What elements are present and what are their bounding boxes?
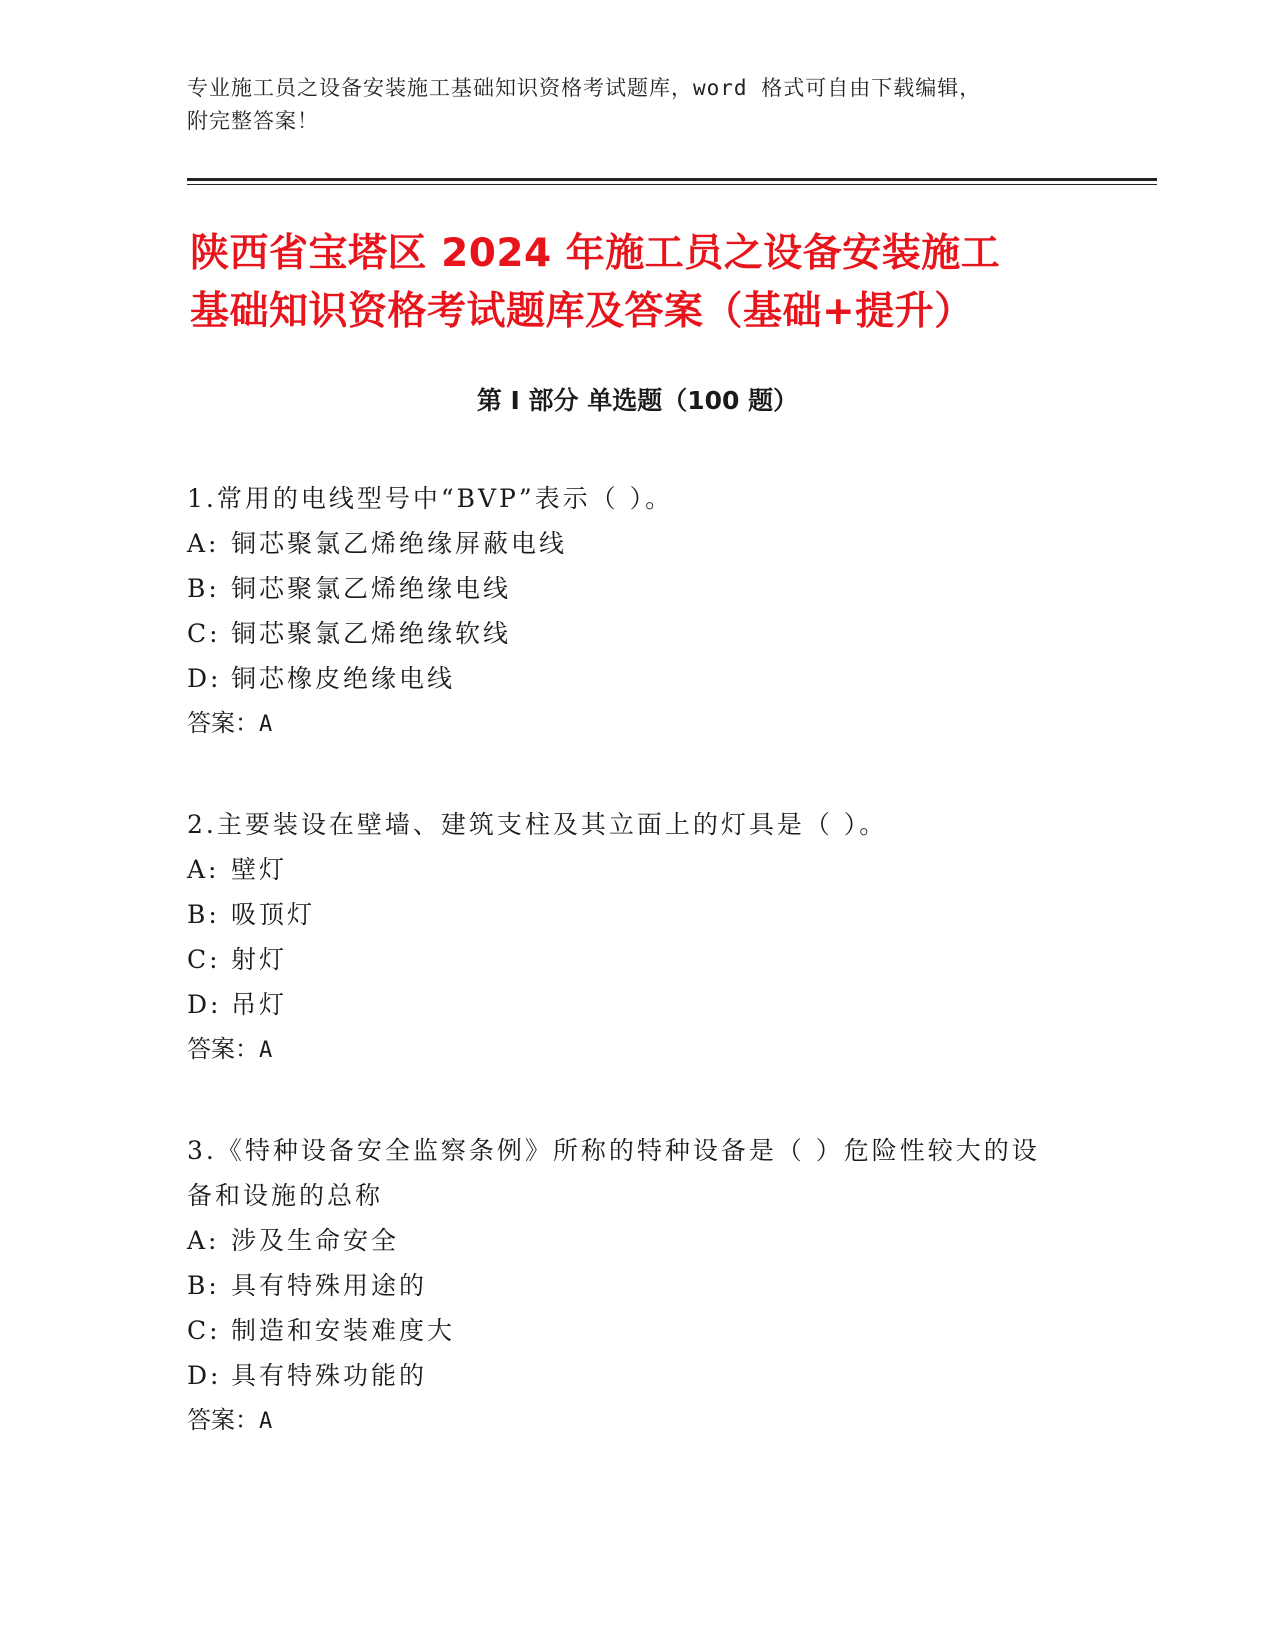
answer-value: A — [259, 712, 273, 737]
option-c — [187, 611, 1087, 656]
option-d — [187, 656, 1087, 701]
option-label: A: — [187, 855, 220, 884]
question-stem-line-2: 备和设施的总称 — [187, 1181, 384, 1210]
answer-value: A — [259, 1409, 273, 1434]
option-text: 具有特殊用途的 — [231, 1271, 428, 1300]
option-text: 吸顶灯 — [231, 900, 316, 929]
question-stem: 2.主要装设在壁墙、建筑支柱及其立面上的灯具是（ ）。 — [187, 810, 888, 839]
option-label: A: — [187, 529, 220, 558]
option-text: 制造和安装难度大 — [231, 1316, 456, 1345]
question-stem-line-1: 3.《特种设备安全监察条例》所称的特种设备是（ ）危险性较大的设 — [187, 1136, 1040, 1165]
document-title — [190, 225, 1110, 341]
header-note-line-2: 附完整答案！ — [187, 109, 319, 133]
answer-label: 答案： — [187, 1035, 259, 1063]
option-label: D: — [187, 1361, 222, 1390]
option-a — [187, 1218, 1087, 1263]
option-text: 铜芯聚氯乙烯绝缘软线 — [231, 619, 512, 648]
option-d — [187, 982, 1087, 1027]
option-label: B: — [187, 900, 220, 929]
option-c — [187, 937, 1087, 982]
answer-label: 答案： — [187, 709, 259, 737]
option-text: 铜芯聚氯乙烯绝缘电线 — [231, 574, 512, 603]
option-text: 铜芯聚氯乙烯绝缘屏蔽电线 — [231, 529, 568, 558]
option-label: A: — [187, 1226, 220, 1255]
option-label: D: — [187, 990, 222, 1019]
option-label: C: — [187, 619, 221, 648]
option-text: 铜芯橡皮绝缘电线 — [231, 664, 456, 693]
answer — [187, 1027, 1087, 1073]
header-note-line-1: 专业施工员之设备安装施工基础知识资格考试题库，word 格式可自由下载编辑， — [187, 76, 982, 100]
option-b — [187, 1263, 1087, 1308]
header-divider-thin — [187, 184, 1157, 185]
header-note — [187, 72, 1067, 138]
option-d — [187, 1353, 1087, 1398]
document-title-line-1: 陕西省宝塔区 2024 年施工员之设备安装施工 — [190, 231, 1001, 276]
option-label: B: — [187, 1271, 220, 1300]
option-c — [187, 1308, 1087, 1353]
section-title: 第 I 部分 单选题（100 题） — [476, 386, 799, 415]
option-text: 壁灯 — [231, 855, 288, 884]
option-text: 具有特殊功能的 — [231, 1361, 428, 1390]
answer — [187, 701, 1087, 747]
option-label: B: — [187, 574, 220, 603]
question-1 — [187, 476, 1087, 747]
option-label: C: — [187, 1316, 221, 1345]
header-divider-thick — [187, 178, 1157, 181]
option-text: 吊灯 — [231, 990, 288, 1019]
option-label: C: — [187, 945, 221, 974]
option-text: 涉及生命安全 — [231, 1226, 400, 1255]
question-list — [187, 476, 1087, 1499]
option-a — [187, 521, 1087, 566]
option-label: D: — [187, 664, 222, 693]
option-a — [187, 847, 1087, 892]
question-2 — [187, 802, 1087, 1073]
question-3 — [187, 1128, 1087, 1444]
answer — [187, 1398, 1087, 1444]
answer-value: A — [259, 1038, 273, 1063]
question-stem: 1.常用的电线型号中“BVP”表示（ ）。 — [187, 484, 674, 513]
document-title-line-2: 基础知识资格考试题库及答案（基础+提升） — [190, 289, 974, 334]
option-b — [187, 566, 1087, 611]
option-text: 射灯 — [231, 945, 288, 974]
answer-label: 答案： — [187, 1406, 259, 1434]
option-b — [187, 892, 1087, 937]
